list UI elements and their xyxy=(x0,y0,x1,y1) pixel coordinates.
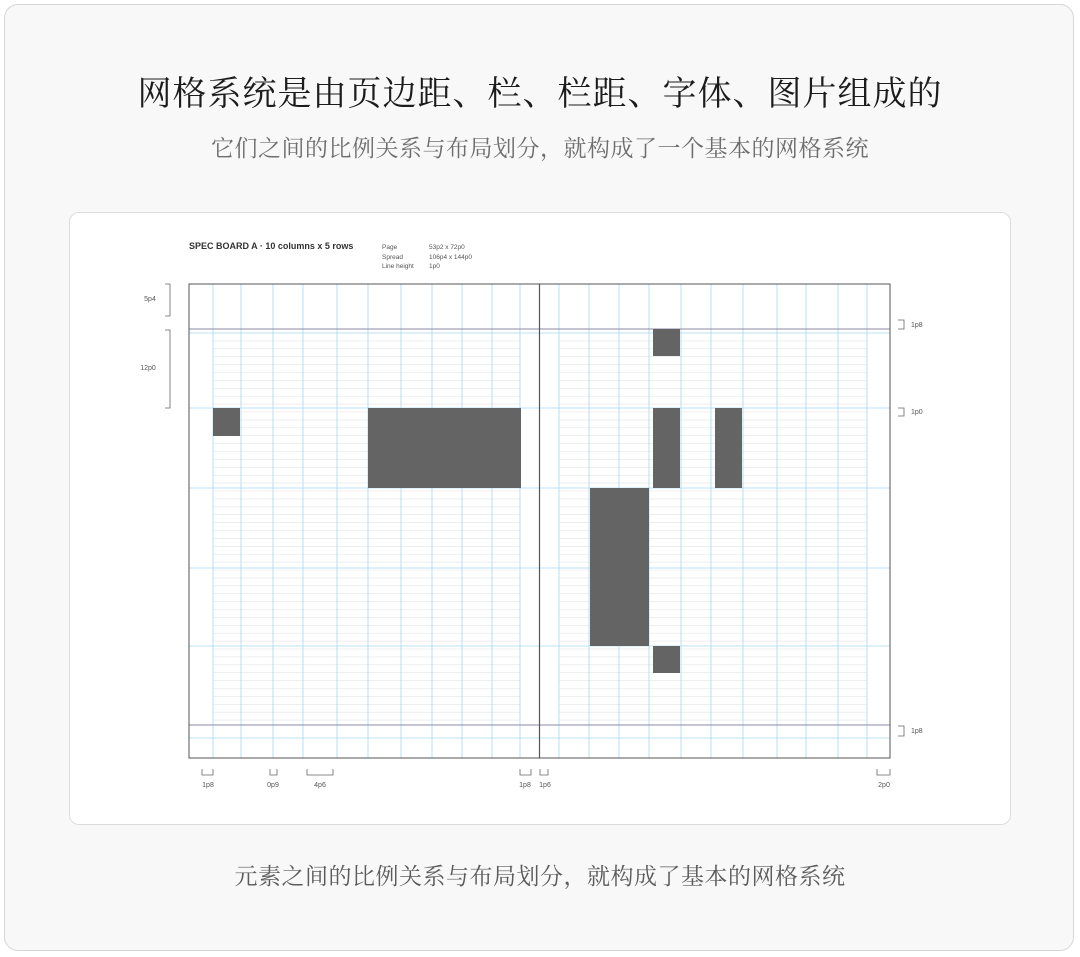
headline: 网格系统是由页边距、栏、栏距、字体、图片组成的 xyxy=(137,74,943,114)
spec-line-height-label: Line height xyxy=(382,263,414,270)
spec-page-label: Page xyxy=(382,244,398,251)
note-outer-margin-left: 1p8 xyxy=(519,782,531,789)
spec-line-height-value: 1p0 xyxy=(429,263,440,270)
note-top-margin: 5p4 xyxy=(144,296,156,303)
note-right-margin: 2p0 xyxy=(878,782,890,789)
dimension-bracket xyxy=(898,726,904,736)
dimension-bracket xyxy=(898,320,904,329)
image-block xyxy=(715,408,742,488)
note-module-height: 12p0 xyxy=(140,365,156,372)
image-block xyxy=(368,408,521,488)
note-gutter: 0p9 xyxy=(267,782,279,789)
spec-spread-value: 106p4 x 144p0 xyxy=(429,254,473,261)
note-column-width: 4p6 xyxy=(314,782,326,789)
dimension-brackets xyxy=(165,284,904,775)
note-right-row: 1p0 xyxy=(911,409,923,416)
subheadline: 它们之间的比例关系与布局划分，就构成了一个基本的网格系统 xyxy=(211,136,869,162)
spec-page-value: 53p2 x 72p0 xyxy=(429,244,465,251)
image-block xyxy=(213,408,240,436)
dimension-bracket xyxy=(270,769,277,775)
page-borders xyxy=(189,284,890,758)
note-right-top: 1p8 xyxy=(911,322,923,329)
dimension-bracket xyxy=(165,330,170,408)
note-inner-margin: 1p8 xyxy=(202,782,214,789)
caption: 元素之间的比例关系与布局划分，就构成了基本的网格系统 xyxy=(234,864,846,890)
note-right-bottom: 1p8 xyxy=(911,728,923,735)
dimension-bracket xyxy=(877,769,890,775)
dimension-bracket xyxy=(307,769,333,775)
note-outer-margin-right: 1p6 xyxy=(539,782,551,789)
dimension-bracket xyxy=(202,769,213,775)
image-block xyxy=(653,329,680,356)
spec-spread-label: Spread xyxy=(382,254,403,261)
image-block xyxy=(653,646,680,673)
dimension-bracket xyxy=(540,769,548,775)
spec-board-title: SPEC BOARD A · 10 columns x 5 rows xyxy=(189,241,354,251)
dimension-bracket xyxy=(520,769,531,775)
dimension-bracket xyxy=(898,408,904,416)
dimension-bracket xyxy=(165,284,170,316)
image-block xyxy=(590,488,649,646)
image-block xyxy=(653,408,680,488)
